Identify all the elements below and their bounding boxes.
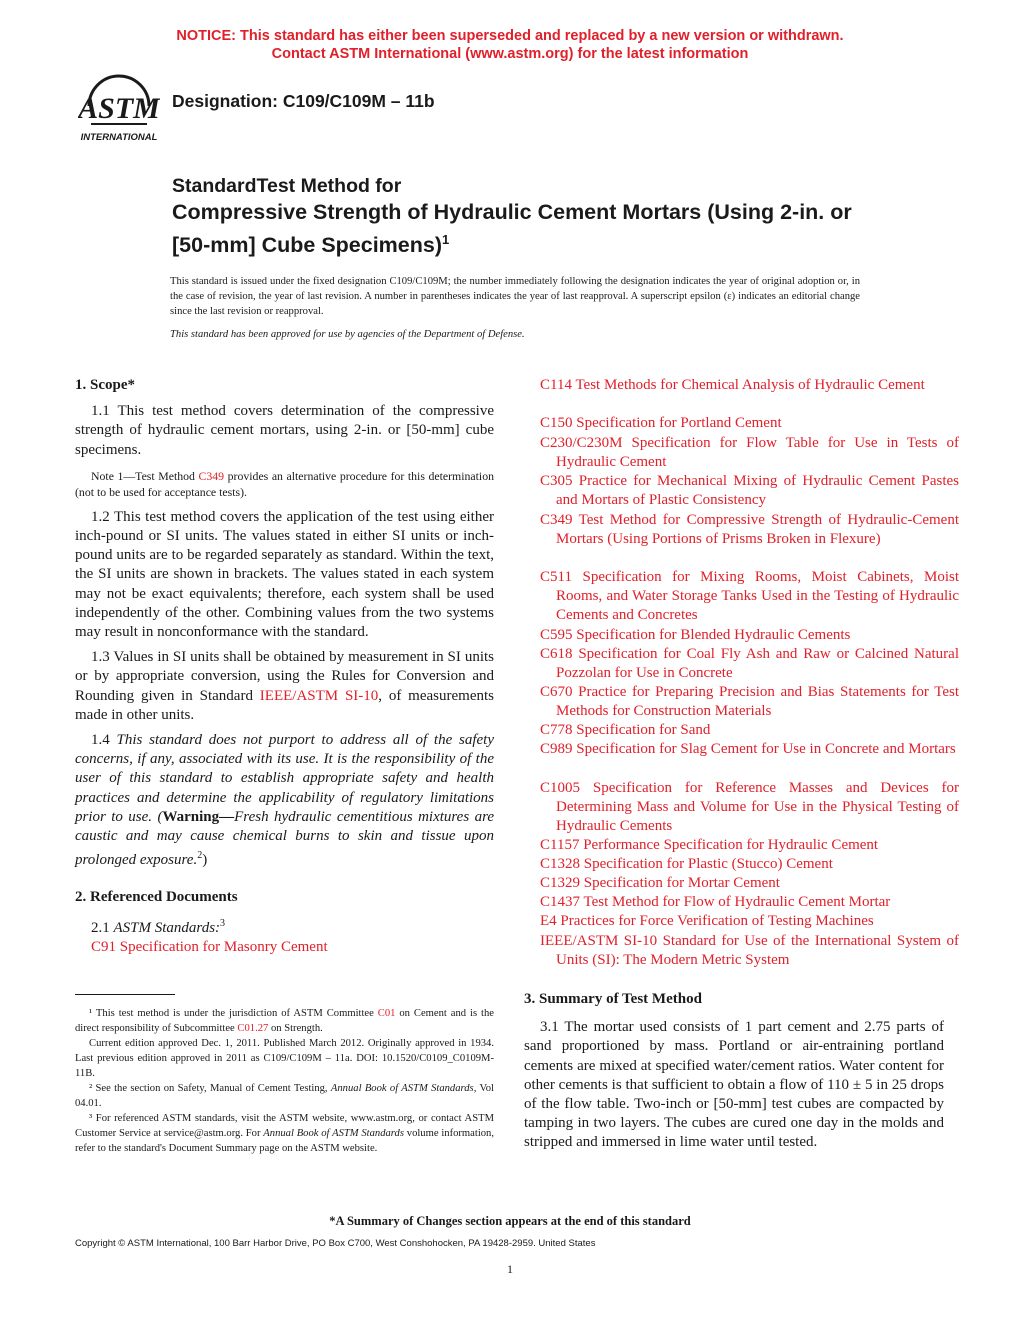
footnotes <box>75 1006 494 1156</box>
ref-title[interactable]: Specification for Blended Hydraulic Cements <box>576 627 851 643</box>
ref-c91[interactable] <box>75 938 494 957</box>
ref-title[interactable]: Specification for Slag Cement for Use in Concrete and Mortars <box>576 741 956 757</box>
summary-3-1: 3.1 The mortar used consists of 1 part cement and 2.75 parts of sand proportioned by mass. Portland or air-entraining portland cements are mixed at specified water/cement ratios. Water content for other cements is that sufficient to obtain a flow of 110 ± 5 in 25 drops of the flow table. Two-inch or [50-mm] test cubes are compacted by tamping in two layers. The cubes are cured one day in the molds and stripped and immersed in lime water until tested. <box>524 1019 944 1151</box>
ref-item[interactable] <box>540 779 959 837</box>
refdocs-2-1 <box>75 914 494 938</box>
ref-code[interactable]: C618 <box>540 646 573 662</box>
logo-letters: ASTM <box>78 92 160 125</box>
ref-item[interactable] <box>540 740 959 759</box>
ref-title[interactable]: Standard for Use of the International System of Units (SI): The Modern Metric System <box>556 933 959 969</box>
ref-title[interactable]: Test Method for Flow of Hydraulic Cement Mortar <box>583 894 891 910</box>
ref-code[interactable]: C595 <box>540 627 573 643</box>
ref-code[interactable]: C778 <box>540 722 573 738</box>
withdrawn-notice <box>0 27 1020 63</box>
note-1-prefix: Note 1—Test Method <box>91 468 195 483</box>
note-1-suffix: provides an alternative procedure for this determination (not to be used for acceptance tests). <box>75 468 494 499</box>
ref-item[interactable] <box>540 893 959 912</box>
ref-title[interactable]: Specification for Coal Fly Ash and Raw or Calcined Natural Pozzolan for Use in Concrete <box>556 646 960 682</box>
ref-title[interactable]: Specification for Reference Masses and Devices for Determining Mass and Volume for Use in the Physical Testing of Hydraulic Cements <box>556 780 959 835</box>
scope-1-3-prefix: 1.3 Values in SI units shall be obtained by measurement in SI units or by appropriate conversion, using the Rules for Conversion and Rounding given in Standard <box>75 649 494 704</box>
ref-item[interactable] <box>540 414 959 433</box>
ref-code[interactable]: C114 <box>540 377 572 393</box>
summary-heading: 3. Summary of Test Method <box>524 991 702 1007</box>
scope-1-4-end: ) <box>202 852 208 869</box>
ref-code[interactable]: C1157 <box>540 837 580 853</box>
scope-heading: 1. Scope* <box>75 377 135 393</box>
ref-code[interactable]: C349 <box>540 512 573 528</box>
ref-title[interactable]: Test Methods for Chemical Analysis of Hydraulic Cement <box>575 377 925 393</box>
fn3-b: volume information, refer to the standard's Document Summary page on the ASTM website. <box>75 1128 495 1154</box>
ref-item[interactable] <box>540 376 959 395</box>
ref-code[interactable]: C670 <box>540 684 573 700</box>
scope-1-3 <box>75 648 494 725</box>
scope-section <box>75 376 494 957</box>
ref-item[interactable] <box>540 721 959 740</box>
issued-statement: This standard is issued under the fixed designation C109/C109M; the number immediately following the designation indicates the year of original adoption or, in the case of revision, the year of last revision. A number in parentheses indicates the year of last reapproval. A superscript epsilon (ε) indicates an editorial change since the last revision or reapproval. <box>170 276 860 317</box>
ref-item[interactable] <box>540 645 959 683</box>
scope-1-1: 1.1 This test method covers determination of the compressive strength of hydraulic cement mortars, using 2-in. or [50-mm] cube specimens. <box>75 403 494 458</box>
notice-line-2: Contact ASTM International (www.astm.org) for the latest information <box>271 46 749 62</box>
ref-item[interactable] <box>540 836 959 855</box>
scope-1-4-text-a: This standard does not purport to address all of the safety concerns, if any, associated with its use. It is the responsibility of the user of this standard to establish appropriate safety and health practices and determine the applicability of regulatory limitations prior to use. ( <box>75 732 495 825</box>
page-number: 1 <box>507 1262 513 1276</box>
ref-item[interactable] <box>540 568 959 626</box>
ref-item[interactable] <box>540 434 959 472</box>
ref-item[interactable] <box>540 932 959 970</box>
footnote-rule <box>75 994 175 995</box>
footnote-1 <box>75 1006 494 1036</box>
scope-1-4-sup: 2 <box>197 850 203 862</box>
copyright: Copyright © ASTM International, 100 Barr Harbor Drive, PO Box C700, West Conshohocken, PA 19428-2959. United States <box>75 1238 596 1249</box>
ref-title[interactable]: Specification for Portland Cement <box>576 415 782 431</box>
ref-code[interactable]: C230/C230M <box>540 435 623 451</box>
ref-code[interactable]: C989 <box>540 741 573 757</box>
ref-code[interactable]: C511 <box>540 569 572 585</box>
fn3-a: ³ For referenced ASTM standards, visit the ASTM website, www.astm.org, or contact ASTM Customer Service at service@astm.org. For <box>75 1113 494 1139</box>
footnote-3 <box>75 1111 494 1156</box>
summary-section <box>524 990 944 1153</box>
fn2-italic: Annual Book of ASTM Standards <box>330 1083 474 1094</box>
ref-title[interactable]: Test Method for Compressive Strength of Hydraulic-Cement Mortars (Using Portions of Prisms Broken in Flexure) <box>556 512 959 548</box>
scope-1-3-link-si10[interactable]: IEEE/ASTM SI-10 <box>259 687 379 704</box>
ref-code[interactable]: IEEE/ASTM SI-10 <box>540 933 658 949</box>
ref-title[interactable]: Specification for Sand <box>576 722 711 738</box>
fn1-a: ¹ This test method is under the jurisdiction of ASTM Committee <box>89 1008 374 1019</box>
fn1-c: on Strength. <box>270 1023 323 1034</box>
fn1-b: on Cement and is the direct responsibility of Subcommittee <box>75 1008 494 1034</box>
ref-code[interactable]: C150 <box>540 415 573 431</box>
ref-item[interactable] <box>540 912 959 931</box>
ref-title[interactable]: Specification for Plastic (Stucco) Cement <box>583 856 833 872</box>
title-main <box>172 199 872 259</box>
fn2-b: , Vol 04.01. <box>75 1083 494 1109</box>
ref-code[interactable]: C1328 <box>540 856 581 872</box>
refdocs-sub-italic: ASTM Standards: <box>113 919 221 936</box>
designation: Designation: C109/C109M – 11b <box>172 91 435 111</box>
scope-1-4-warning: Warning— <box>162 808 235 825</box>
scope-note-1 <box>75 468 494 500</box>
fn3-italic: Annual Book of ASTM Standards <box>263 1128 404 1139</box>
title-line-1: StandardTest Method for <box>172 175 402 197</box>
summary-changes-note: *A Summary of Changes section appears at the end of this standard <box>329 1214 691 1228</box>
fn2-a: ² See the section on Safety, Manual of Cement Testing, <box>89 1083 328 1094</box>
refdocs-sub-sup: 3 <box>220 917 226 929</box>
ref-code[interactable]: C1329 <box>540 875 581 891</box>
ref-c91-title[interactable]: Specification for Masonry Cement <box>119 938 328 955</box>
ref-title[interactable]: Practice for Preparing Precision and Bias Statements for Test Methods for Construction Materials <box>556 684 959 720</box>
ref-code[interactable]: C1437 <box>540 894 581 910</box>
title-line-2: Compressive Strength of Hydraulic Cement Mortars (Using 2-in. or [50-mm] Cube Specimens) <box>172 200 852 258</box>
ref-title[interactable]: Practices for Force Verification of Testing Machines <box>560 913 874 929</box>
logo-subtitle: INTERNATIONAL <box>80 132 158 143</box>
ref-item[interactable] <box>540 874 959 893</box>
title-footnote-mark: 1 <box>442 232 450 247</box>
dod-statement: This standard has been approved for use by agencies of the Department of Defense. <box>170 329 525 340</box>
note-1-link-c349[interactable]: C349 <box>198 468 225 483</box>
ref-code[interactable]: C1005 <box>540 780 581 796</box>
refdocs-heading: 2. Referenced Documents <box>75 889 238 906</box>
footnote-2 <box>75 1081 494 1111</box>
fn1-link-c0127[interactable]: C01.27 <box>237 1023 269 1034</box>
scope-1-3-suffix: , of measurements made in other units. <box>75 687 494 723</box>
scope-1-2: 1.2 This test method covers the application of the test using either inch-pound or SI units. The values stated in either SI units or inch-pound units are to be regarded separately as standard. Within the text, the SI units are shown in brackets. The values stated in each system may not be exact equivalents; therefore, each system shall be used independently of the other. Combining values from the two systems may result in nonconformance with the standard. <box>75 508 494 641</box>
ref-item[interactable] <box>540 472 959 510</box>
ref-item[interactable] <box>540 511 959 549</box>
ref-title[interactable]: Performance Specification for Hydraulic Cement <box>583 837 879 853</box>
footnote-1-edition: Current edition approved Dec. 1, 2011. Published March 2012. Originally approved in 1934. Last previous edition approved in 2011 as C109/C109M – 11a. DOI: 10.1520/C0109_C0109M-11B. <box>75 1038 494 1079</box>
ref-code[interactable]: C305 <box>540 473 573 489</box>
ref-item[interactable] <box>540 626 959 645</box>
ref-title[interactable]: Specification for Mixing Rooms, Moist Cabinets, Moist Rooms, and Water Storage Tanks Used in the Testing of Hydraulic Cements and Concretes <box>556 569 959 624</box>
scope-1-4-text-b: Fresh hydraulic cementitious mixtures are caustic and may cause chemical burns to skin and tissue upon prolonged exposure. <box>75 808 495 869</box>
ref-title[interactable]: Specification for Mortar Cement <box>583 875 780 891</box>
ref-code[interactable]: E4 <box>540 913 557 929</box>
scope-1-4-num: 1.4 <box>91 732 110 749</box>
fn1-link-c01[interactable]: C01 <box>377 1008 396 1019</box>
ref-item[interactable] <box>540 855 959 874</box>
refdocs-sub-num: 2.1 <box>91 919 110 936</box>
scope-1-4 <box>75 731 494 870</box>
ref-item[interactable] <box>540 683 959 721</box>
notice-line-1: NOTICE: This standard has either been superseded and replaced by a new version or withdrawn. <box>176 28 844 44</box>
ref-c91-code[interactable]: C91 <box>91 938 117 955</box>
astm-logo <box>78 70 160 144</box>
astm-logo-icon <box>78 70 160 144</box>
ref-title[interactable]: Specification for Flow Table for Use in Tests of Hydraulic Cement <box>556 435 959 471</box>
ref-title[interactable]: Practice for Mechanical Mixing of Hydraulic Cement Pastes and Mortars of Plastic Consistency <box>556 473 960 509</box>
